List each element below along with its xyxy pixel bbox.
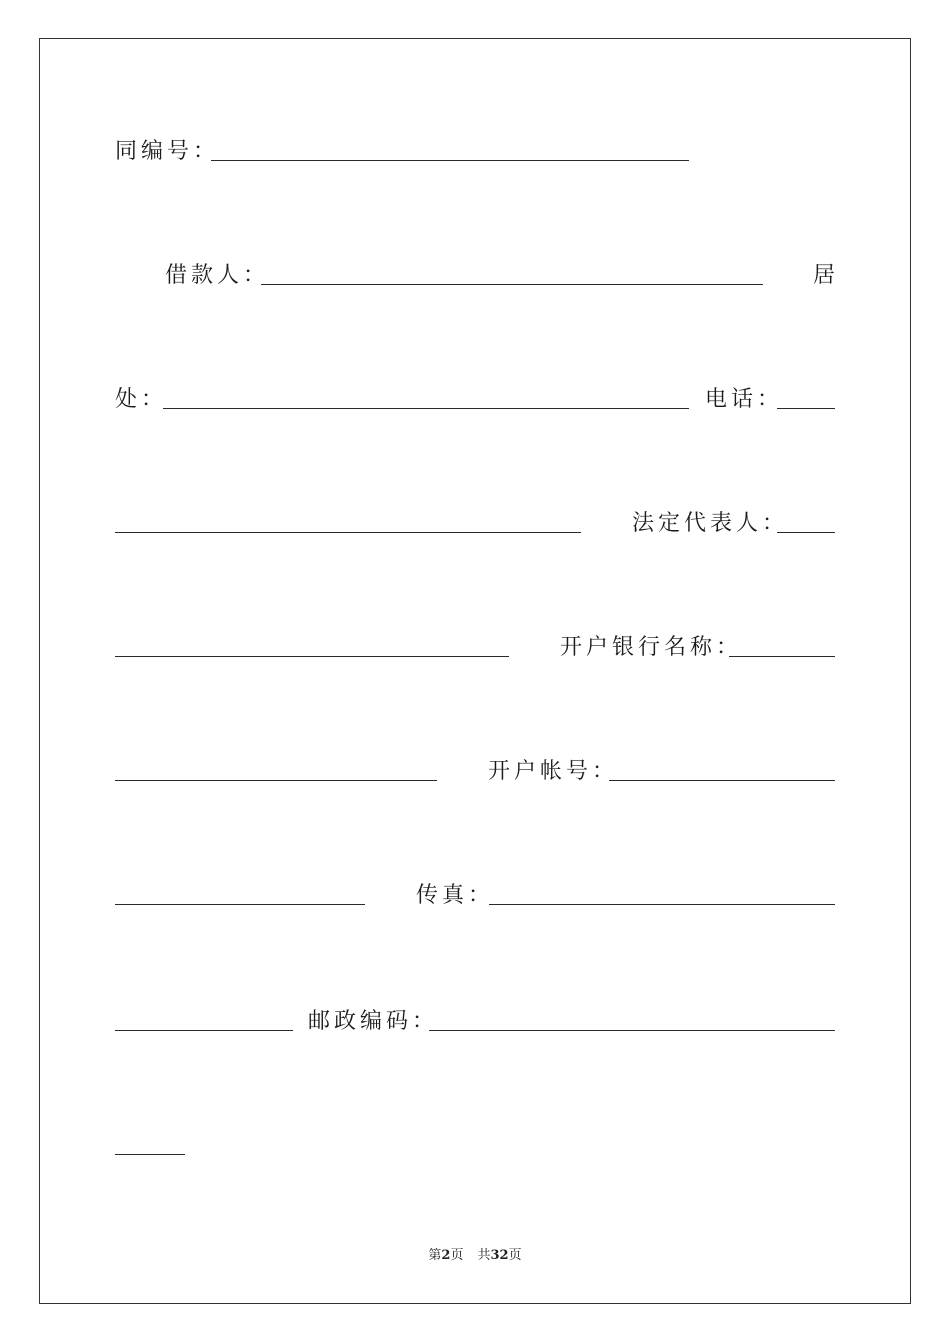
total-prefix: 共 <box>477 1248 491 1263</box>
bank-name-label: 开户银行名称： <box>560 635 743 660</box>
legal-rep-field-continued[interactable] <box>115 656 509 657</box>
residence-field[interactable] <box>163 408 689 409</box>
fax-row <box>115 882 835 912</box>
postcode-row <box>115 1008 835 1038</box>
contract-number-label: 同编号： <box>115 139 220 164</box>
page-prefix: 第 <box>428 1248 442 1263</box>
residence-row <box>115 386 835 416</box>
page-suffix: 页 <box>450 1248 464 1263</box>
fax-field[interactable] <box>489 904 835 905</box>
legal-rep-label: 法定代表人： <box>632 511 789 536</box>
account-number-row <box>115 758 835 788</box>
postcode-label: 邮政编码： <box>308 1009 439 1034</box>
residence-label-end: 处： <box>115 387 168 412</box>
bank-name-field-continued[interactable] <box>115 780 437 781</box>
borrower-field[interactable] <box>261 284 763 285</box>
contract-number-field[interactable] <box>211 160 689 161</box>
page-number: 2 <box>441 1248 451 1263</box>
page-footer <box>0 1247 950 1265</box>
contract-number-row <box>115 138 835 168</box>
fax-field-continued[interactable] <box>115 1030 293 1031</box>
account-number-field[interactable] <box>609 780 835 781</box>
phone-field-continued[interactable] <box>115 532 581 533</box>
phone-label: 电话： <box>705 387 784 412</box>
legal-rep-field[interactable] <box>777 532 835 533</box>
trailing-row <box>115 1132 835 1162</box>
postcode-field-continued[interactable] <box>115 1154 185 1155</box>
borrower-label: 借款人： <box>165 263 270 288</box>
bank-name-row <box>115 634 835 664</box>
page-border <box>39 38 911 1304</box>
phone-field[interactable] <box>777 408 835 409</box>
residence-label-start: 居 <box>813 263 840 288</box>
postcode-field[interactable] <box>429 1030 835 1031</box>
bank-name-field[interactable] <box>729 656 835 657</box>
total-pages: 32 <box>490 1248 509 1263</box>
legal-rep-row <box>115 510 835 540</box>
fax-label: 传真： <box>416 883 495 908</box>
account-number-label: 开户帐号： <box>488 759 619 784</box>
total-suffix: 页 <box>508 1248 522 1263</box>
borrower-row <box>115 262 840 292</box>
account-number-field-continued[interactable] <box>115 904 365 905</box>
